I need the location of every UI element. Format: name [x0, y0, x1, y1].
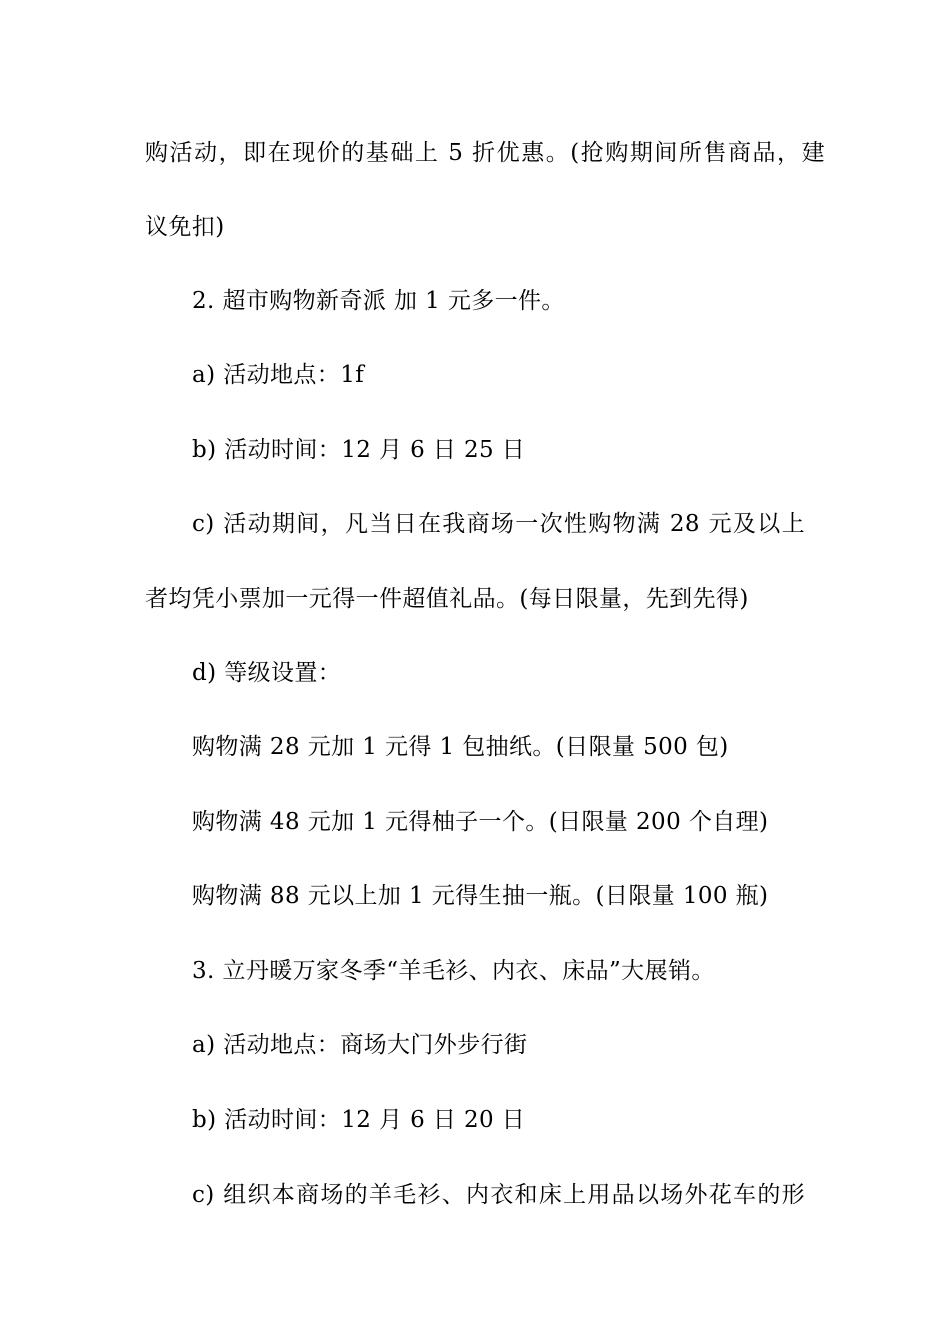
list-item-details-3: c) 组织本商场的羊毛衫、内衣和床上用品以场外花车的形 — [192, 1182, 805, 1208]
list-item-location: a) 活动地点：1f — [192, 362, 365, 388]
level-item-28: 购物满 28 元加 1 元得 1 包抽纸。(日限量 500 包) — [192, 734, 729, 760]
section-heading-2: 2. 超市购物新奇派 加 1 元多一件。 — [192, 288, 565, 314]
list-item-location-2: a) 活动地点：商场大门外步行街 — [192, 1032, 528, 1058]
level-item-48: 购物满 48 元加 1 元得柚子一个。(日限量 200 个自理) — [192, 809, 769, 835]
list-item-levels: d) 等级设置： — [192, 660, 342, 686]
paragraph-line-2: 议免扣) — [145, 214, 225, 240]
list-item-details-line-1: c) 活动期间，凡当日在我商场一次性购物满 28 元及以上 — [192, 511, 805, 537]
list-item-time-2: b) 活动时间：12 月 6 日 20 日 — [192, 1107, 526, 1133]
section-heading-3: 3. 立丹暖万家冬季“羊毛衫、内衣、床品”大展销。 — [192, 958, 715, 984]
list-item-details-line-2: 者均凭小票加一元得一件超值礼品。(每日限量，先到先得) — [145, 586, 749, 612]
list-item-time: b) 活动时间：12 月 6 日 25 日 — [192, 437, 526, 463]
level-item-88: 购物满 88 元以上加 1 元得生抽一瓶。(日限量 100 瓶) — [192, 883, 769, 909]
paragraph-line-1: 购活动，即在现价的基础上 5 折优惠。(抢购期间所售商品，建 — [145, 140, 825, 166]
